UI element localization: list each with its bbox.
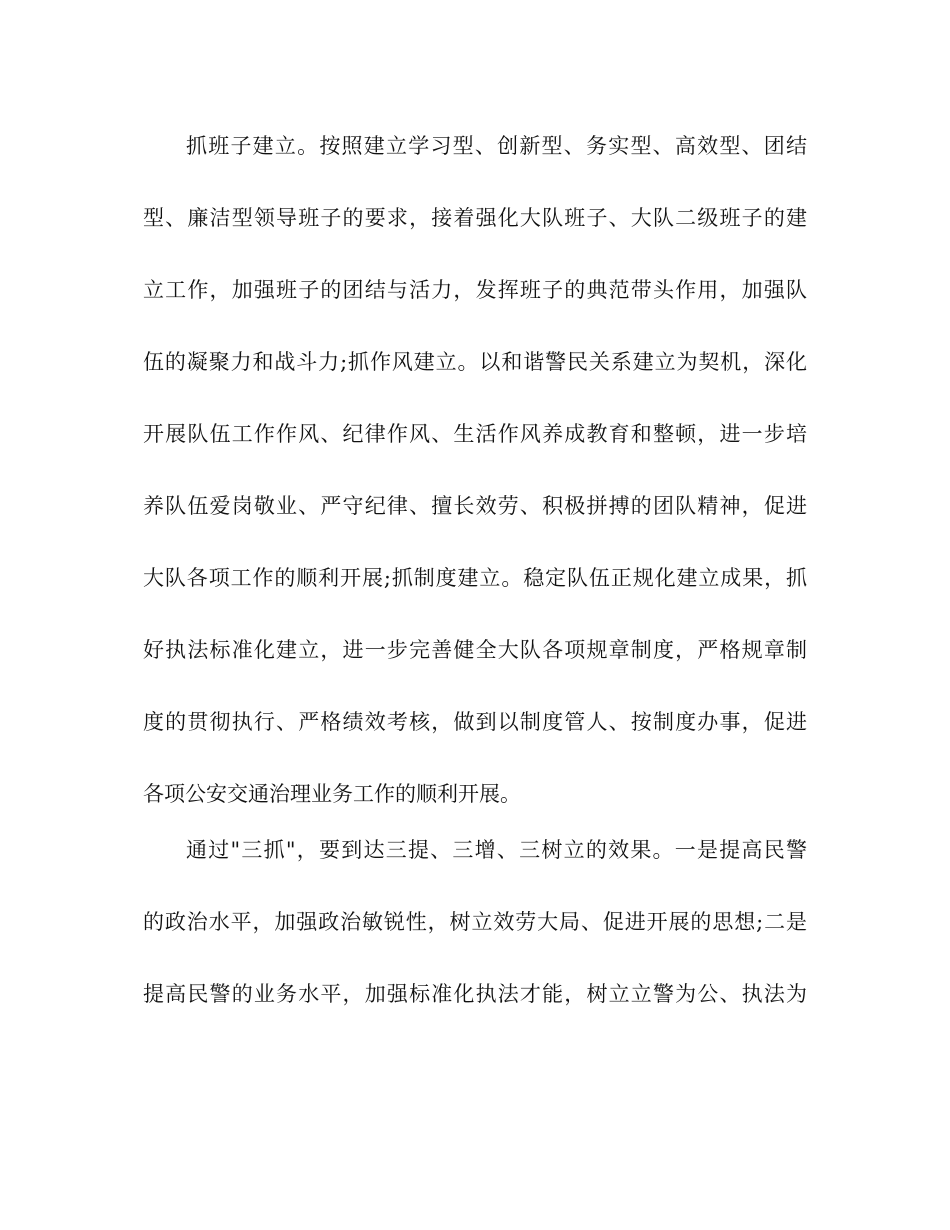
text-line: 抓班子建立。按照建立学习型、创新型、务实型、高效型、团结 bbox=[186, 134, 807, 158]
text-line: 开展队伍工作作风、纪律作风、生活作风养成教育和整顿，进一步培 bbox=[143, 422, 807, 446]
text-line: 各项公安交通治理业务工作的顺利开展。 bbox=[143, 782, 521, 806]
text-line: 的政治水平，加强政治敏锐性，树立效劳大局、促进开展的思想;二是 bbox=[143, 910, 807, 934]
text-line: 度的贯彻执行、严格绩效考核，做到以制度管人、按制度办事，促进 bbox=[143, 710, 807, 734]
text-line: 伍的凝聚力和战斗力;抓作风建立。以和谐警民关系建立为契机，深化 bbox=[143, 350, 807, 374]
text-line: 型、廉洁型领导班子的要求，接着强化大队班子、大队二级班子的建 bbox=[143, 206, 807, 230]
text-line: 立工作，加强班子的团结与活力，发挥班子的典范带头作用，加强队 bbox=[143, 278, 807, 302]
text-line: 大队各项工作的顺利开展;抓制度建立。稳定队伍正规化建立成果，抓 bbox=[143, 566, 807, 590]
text-line: 养队伍爱岗敬业、严守纪律、擅长效劳、积极拼搏的团队精神，促进 bbox=[143, 494, 807, 518]
text-line: 提高民警的业务水平，加强标准化执法才能，树立立警为公、执法为 bbox=[143, 982, 807, 1006]
text-line: 通过"三抓"，要到达三提、三增、三树立的效果。一是提高民警 bbox=[186, 838, 807, 862]
text-line: 好执法标准化建立，进一步完善健全大队各项规章制度，严格规章制 bbox=[143, 638, 807, 662]
